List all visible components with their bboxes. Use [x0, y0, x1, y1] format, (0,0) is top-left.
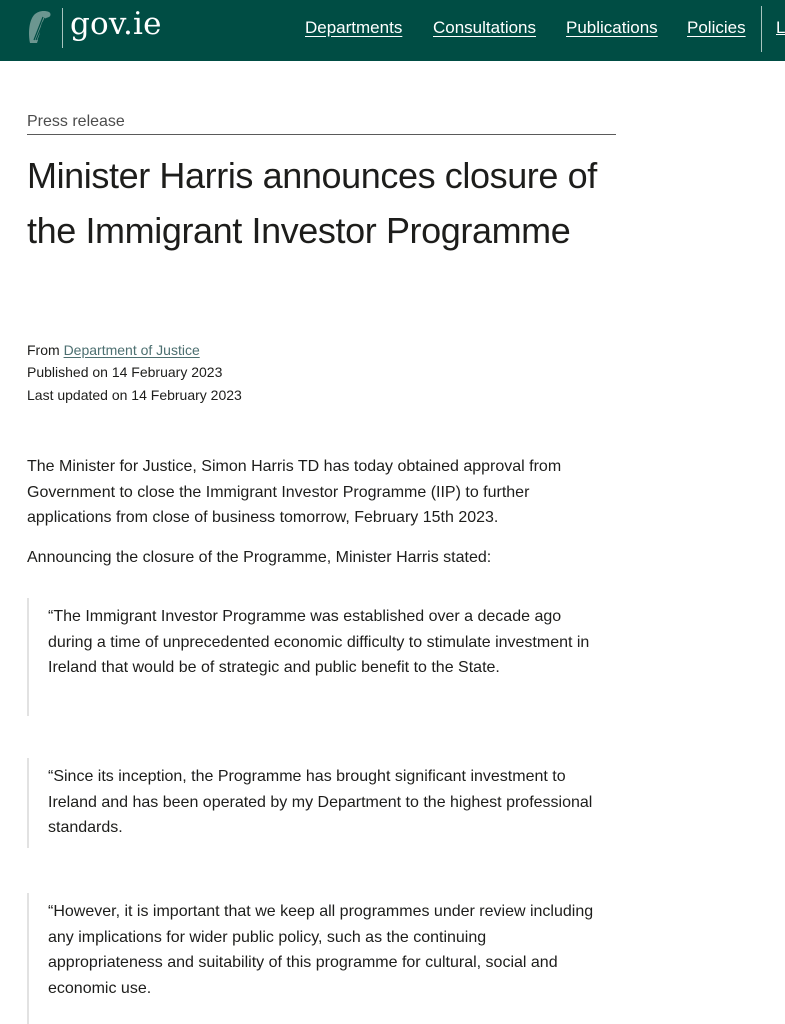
site-header: [0, 0, 785, 61]
nav-divider: [761, 6, 762, 52]
body-paragraph: The Minister for Justice, Simon Harris TD has today obtained approval from Government to close the Immigrant Investor Programme (IIP) to further applications from close of business tomorrow, February 15th 2023.: [27, 458, 562, 526]
harp-icon: [26, 9, 53, 46]
quote-block: [27, 598, 602, 716]
content-type-label: Press release: [27, 113, 125, 130]
meta-from: [27, 340, 200, 360]
meta-published: Published on 14 February 2023: [27, 364, 223, 380]
page-title: Minister Harris announces closure of the Immigrant Investor Programme: [27, 155, 597, 251]
quote-block: [27, 758, 602, 848]
quote-block: [27, 893, 602, 1024]
department-link[interactable]: Department of Justice: [63, 342, 200, 358]
nav-clipped-item[interactable]: L: [776, 18, 785, 37]
quote-text: “Since its inception, the Programme has brought significant investment to Ireland and has been operated by my Department to the highest professional standards.: [48, 768, 593, 836]
body-paragraph: Announcing the closure of the Programme, Minister Harris stated:: [27, 549, 492, 566]
quote-text: “The Immigrant Investor Programme was established over a decade ago during a time of unprecedented economic difficulty to stimulate investment in Ireland that would be of strategic and public benefit to the State.: [48, 608, 590, 676]
site-logo-link[interactable]: gov.ie: [70, 6, 162, 42]
meta-updated: Last updated on 14 February 2023: [27, 387, 242, 403]
nav-policies[interactable]: Policies: [687, 18, 746, 37]
label-divider: [27, 134, 616, 135]
nav-departments[interactable]: Departments: [305, 18, 403, 37]
nav-consultations[interactable]: Consultations: [433, 18, 537, 37]
nav-publications[interactable]: Publications: [566, 18, 658, 37]
from-label: From: [27, 342, 60, 358]
logo-divider: [62, 8, 63, 48]
quote-text: “However, it is important that we keep all programmes under review including any implications for wider public policy, such as the continuing appropriateness and suitability of this programme for cultural, social and economic use.: [48, 903, 594, 997]
